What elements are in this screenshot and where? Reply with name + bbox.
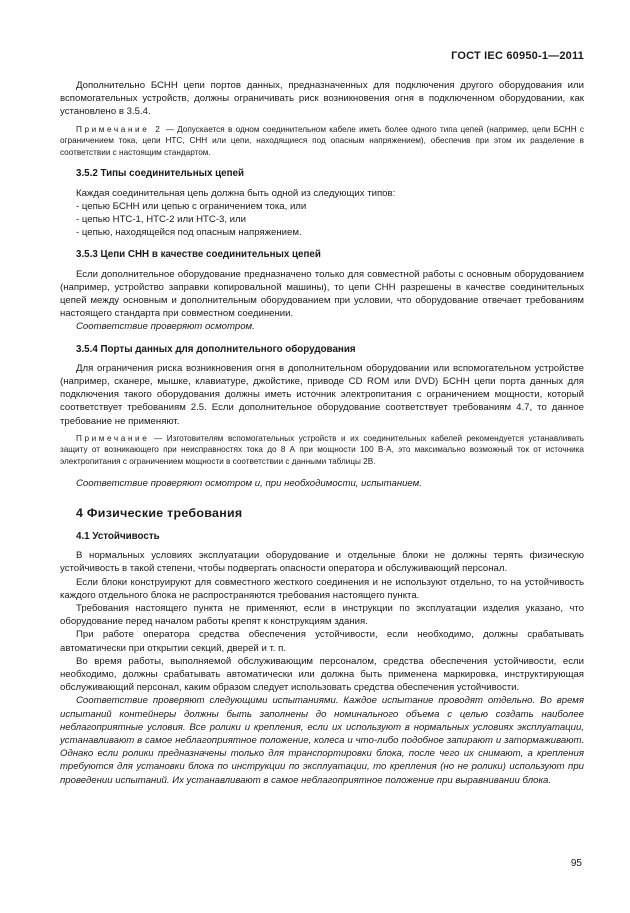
compliance-check: Соответствие проверяют осмотром и, при необходимости, испытанием.: [76, 477, 422, 489]
list-item: - цепью, находящейся под опасным напряжением.: [76, 227, 302, 239]
list-item: - цепью НТС-1, НТС-2 или НТС-3, или: [76, 214, 247, 225]
paragraph: В нормальных условиях эксплуатации оборудование и отдельные блоки не должны терять физическую устойчивость в такой степени, чтобы подвергать опасности оператора и обслуживающий персонал.: [60, 550, 584, 575]
paragraph: Если блоки конструируют для совместного жесткого соединения и не используют отдельно, то на устойчивость каждого отдельного блока не распространяются требования настоящего пункта.: [60, 576, 584, 601]
section-heading: 3.5.3 Цепи СНН в качестве соединительных цепей: [76, 249, 321, 261]
chapter-heading: 4 Физические требования: [76, 505, 243, 520]
note-text: — Допускается в одном соединительном кабеле иметь более одного типа цепей (например, цепи БСНН с ограничением тока, цепи НТС, СНН или цепи, находящиеся под опасным напряжением), обеспечив при этом их разделение в соответствии с настоящим стандартом.: [60, 124, 585, 157]
section-heading: 3.5.2 Типы соединительных цепей: [76, 168, 245, 180]
paragraph: Требования настоящего пункта не применяют, если в инструкции по эксплуатации изделия указано, что оборудование перед началом работы крепят к конструкциям здания.: [60, 603, 584, 628]
note: [60, 124, 584, 159]
paragraph: Дополнительно БСНН цепи портов данных, предназначенных для подключения другого оборудования или вспомогательных устройств, должны ограничивать риск возникновения огня в подключенном оборудовании, как установлено в 3.5.4.: [60, 80, 584, 118]
compliance-check: Соответствие проверяют следующими испытаниями. Каждое испытание проводят отдельно. Во время испытаний контейнеры должны быть заполнены до номинального объема с целью создать наиболее неблагоприятные условия. Все ролики и крепления, если их используют в нормальных условиях эксплуатации, устанавливают в самое неблагоприятное положение, колеса и что-либо подобное запирают и затормаживают. Однако если ролики предназначены только для транспортировки блока, после чего их снимают, а крепления требуются для установки блока по инструкции по эксплуатации, то крепления (но не ролики) используют при проведении испытаний. Их устанавливают в самое неблагоприятное положение при выравнивании блока.: [60, 695, 584, 786]
paragraph: Если дополнительное оборудование предназначено только для совместной работы с основным оборудованием (например, устройство заправки копировальной машины), то цепи СНН разрешены в качестве соединительных цепей между основным и дополнительным оборудованием при условии, что оборудование отвечает требованиям настоящего стандарта при совместном соединении.: [60, 268, 584, 320]
section-heading: 3.5.4 Порты данных для дополнительного оборудования: [76, 343, 356, 355]
note-label: Примечание: [76, 433, 150, 443]
paragraph: Во время работы, выполняемой обслуживающим персоналом, средства обеспечения устойчивости, если необходимо, должны срабатывать автоматически или должна быть применена маркировка, инструктирующая обслуживающий персонал, каким образом следует использовать средства обеспечения устойчивости.: [60, 655, 584, 694]
note: [60, 433, 584, 468]
paragraph: Для ограничения риска возникновения огня в дополнительном оборудовании или вспомогательном устройстве (например, сканере, мышке, клавиатуре, джойстике, приводе CD ROM или DVD) БСНН цепи порта данных для подключения такого оборудования должны иметь источник электропитания с ограничением мощности, который соответствует требованиям 2.5. Если дополнительное оборудование соответствует требованиям 4.7, то данное требование не применяют.: [60, 362, 584, 427]
compliance-check: Соответствие проверяют осмотром.: [76, 321, 255, 333]
page-number: 95: [570, 858, 582, 869]
list-item: - цепью БСНН или цепью с ограничением тока, или: [76, 200, 307, 212]
document-code: ГОСТ IEC 60950-1—2011: [451, 50, 584, 62]
note-text: — Изготовителям вспомогательных устройств и их соединительных кабелей рекомендуется устанавливать защиту от возникающего при неисправностях тока до 8 А при мощности 100 В·А, это максимально возможный ток от источника электропитания с ограничением мощности в соответствии с данными таблицы 2В.: [60, 433, 584, 467]
paragraph: При работе оператора средства обеспечения устойчивости, если необходимо, должны срабатывать автоматически при открытии секций, дверей и т. п.: [60, 629, 584, 654]
note-label: Примечание 2: [76, 124, 163, 134]
section-heading: 4.1 Устойчивость: [76, 531, 160, 543]
paragraph: Каждая соединительная цепь должна быть одной из следующих типов:: [76, 187, 396, 199]
page-content: [60, 79, 584, 787]
